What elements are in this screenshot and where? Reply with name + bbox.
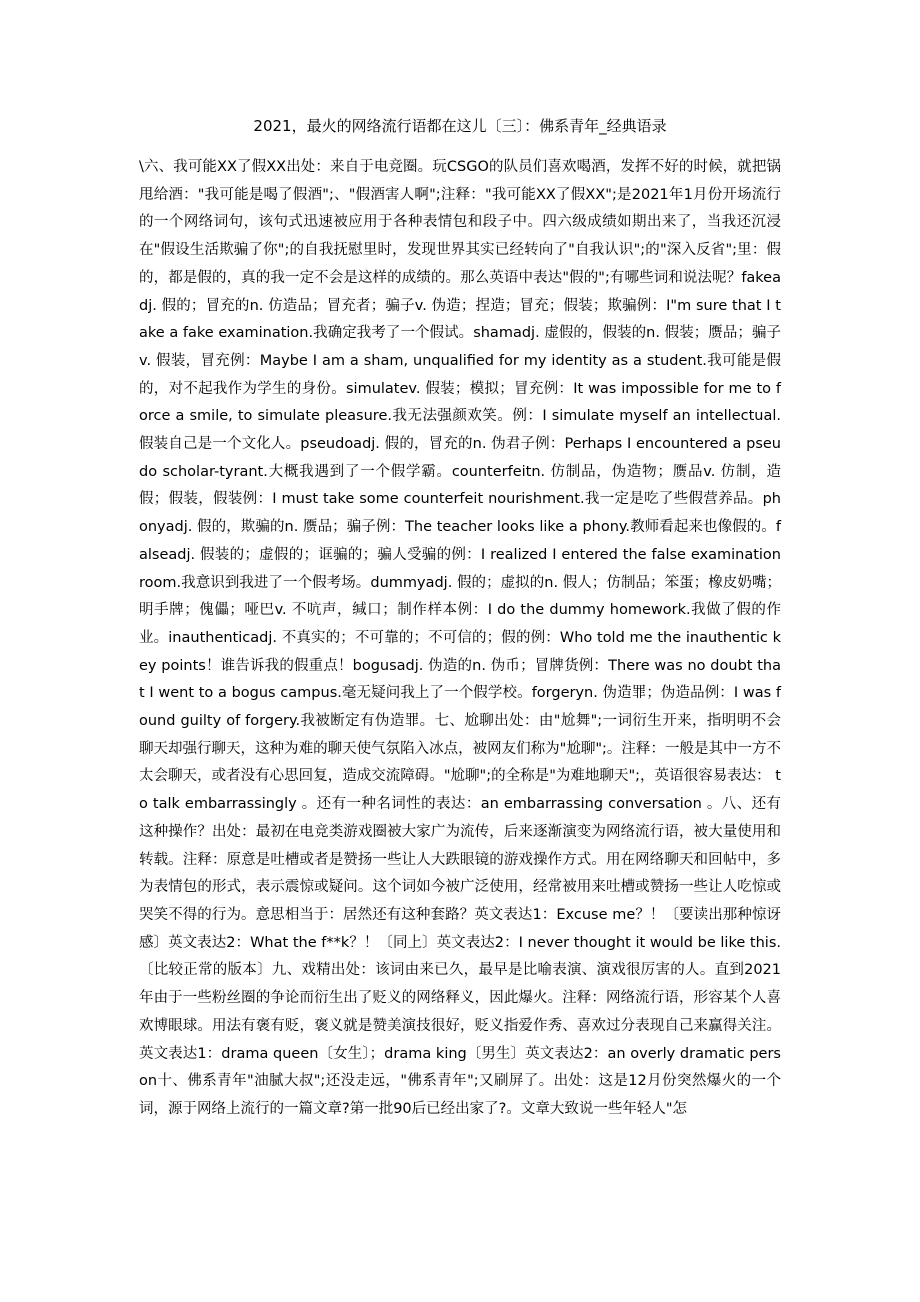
document-body-text: \六、我可能XX了假XX出处：来自于电竞圈。玩CSGO的队员们喜欢喝酒，发挥不好的时候，就把锅甩给酒："我可能是喝了假酒";、"假酒害人啊";注释："我可能XX了假XX";是2021年1月份开场流行的一个网络词句，该句式迅速被应用于各种表情包和段子中。四六级成绩如期出来了，当我还沉浸在"假设生活欺骗了你";的自我抚慰里时，发现世界其实已经转向了"自我认识";的"深入反省";里：假的，都是假的，真的我一定不会是这样的成绩的。那么英语中表达"假的";有哪些词和说法呢？fakeadj. 假的；冒充的n. 仿造品；冒充者；骗子v. 伪造；捏造；冒充；假装；欺骗例：I"m sure that I take a fake examination.我确定我考了一个假试。shamadj. 虚假的，假装的n. 假装；赝品；骗子v. 假装，冒充例：Maybe I am a sham, unqualified for my identity as a student.我可能是假的，对不起我作为学生的身份。simulatev. 假装；模拟；冒充例：It was impossible for me to force a smile, to simulate pleasure.我无法强颜欢笑。例：I simulate myself an intellectual.假装自己是一个文化人。pseudoadj. 假的，冒充的n. 伪君子例：Perhaps I encountered a pseudo scholar-tyrant.大概我遇到了一个假学霸。counterfeitn. 仿制品，伪造物；赝品v. 仿制，造假；假装，假装例：I must take some counterfeit nourishment.我一定是吃了些假营养品。phonyadj. 假的，欺骗的n. 赝品；骗子例：The teacher looks like a phony.教师看起来也像假的。falseadj. 假装的；虚假的；诓骗的；骗人受骗的例：I realized I entered the false examination room.我意识到我进了一个假考场。dummyadj. 假的；虚拟的n. 假人；仿制品；笨蛋；橡皮奶嘴；明手牌；傀儡；哑巴v. 不吭声，缄口；制作样本例：I do the dummy homework.我做了假的作业。inauthenticadj. 不真实的；不可靠的；不可信的；假的例：Who told me the inauthentic key points！谁告诉我的假重点！bogusadj. 伪造的n. 伪币；冒牌货例：There was no doubt that I went to a bogus campus.毫无疑问我上了一个假学校。forgeryn. 伪造罪；伪造品例：I was found guilty of forgery.我被断定有伪造罪。七、尬聊出处：由"尬舞";一词衍生开来，指明明不会聊天却强行聊天，这种为难的聊天使气氛陷入冰点，被网友们称为"尬聊";。注释：一般是其中一方不太会聊天，或者没有心思回复，造成交流障碍。"尬聊";的全称是"为难地聊天";，英语很容易表达： to talk embarrassingly 。还有一种名词性的表达：an embarrassing conversation 。八、还有这种操作？出处：最初在电竞类游戏圈被大家广为流传，后来逐渐演变为网络流行语，被大量使用和转载。注释：原意是吐槽或者是赞扬一些让人大跌眼镜的游戏操作方式。用在网络聊天和回帖中，多为表情包的形式，表示震惊或疑问。这个词如今被广泛使用，经常被用来吐槽或赞扬一些让人吃惊或哭笑不得的行为。意思相当于：居然还有这种套路？英文表达1：Excuse me？！〔要读出那种惊讶感〕英文表达2：What the f**k？！〔同上〕英文表达2：I never thought it would be like this.〔比较正常的版本〕九、戏精出处：该词由来已久，最早是比喻表演、演戏很厉害的人。直到2021年由于一些粉丝圈的争论而衍生出了贬义的网络释义，因此爆火。注释：网络流行语，形容某个人喜欢博眼球。用法有褒有贬，褒义就是赞美演技很好，贬义指爱作秀、喜欢过分表现自己来赢得关注。英文表达1：drama queen〔女生〕；drama king〔男生〕英文表达2：an overly dramatic person十、佛系青年"油腻大叔";还没走远，"佛系青年";又刷屏了。出处：这是12月份突然爆火的一个词，源于网络上流行的一篇文章?第一批90后已经出家了?。文章大致说一些年轻人"怎 [139, 159, 781, 1117]
document-title: 2021，最火的网络流行语都在这儿〔三〕：佛系青年_经典语录 [253, 117, 667, 135]
